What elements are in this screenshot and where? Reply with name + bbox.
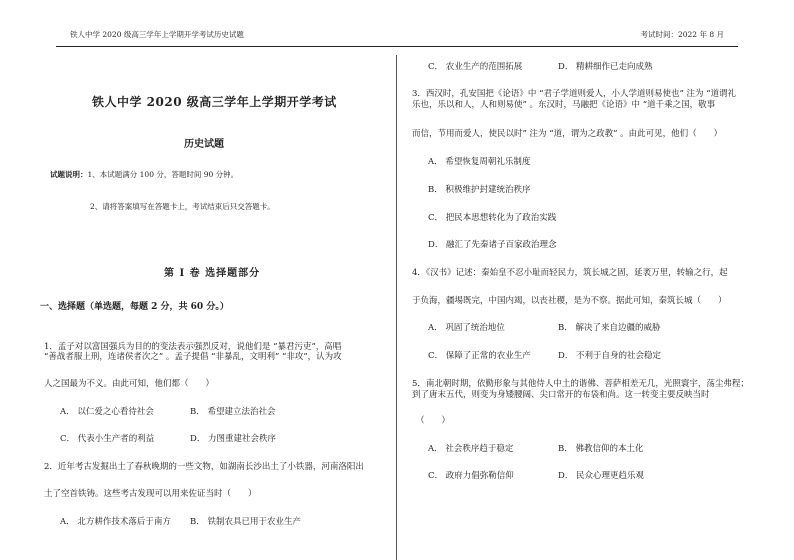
q2-option-d[interactable]: D． 精耕细作已走向成熟 xyxy=(558,62,653,72)
q5-line-2: 到了唐末五代，则变为身矮腰阔、尖口常开的布袋和尚。这一转变主要反映当时 xyxy=(412,390,710,400)
q3-line-2: 乐也，乐以和人，人和则易使” 。东汉时，马融把《论语》中 “道千乘之国，敬事 xyxy=(412,100,716,110)
q2-line-1: 2．近年考古发掘出土了春秋晚期的一些文物，如湖南长沙出土了小铁器，河南洛阳出 xyxy=(44,462,364,472)
q2-option-c[interactable]: C． 农业生产的范围拓展 xyxy=(428,62,523,72)
column-divider xyxy=(396,55,397,560)
q5-option-a[interactable]: A． 社会秩序趋于稳定 xyxy=(428,444,514,454)
instructions-label: 试题说明： xyxy=(50,170,88,179)
q2-option-a[interactable]: A． 北方耕作技术落后于南方 xyxy=(60,517,171,527)
q1-option-a[interactable]: A． 以仁爱之心看待社会 xyxy=(60,407,154,417)
q3-line-1: 3．西汉时，孔安国把《论语》中 “君子学道则爱人，小人学道则易使也” 注为 “道谓礼 xyxy=(412,89,737,99)
q2-line-2: 土了空首铁铸。这些考古发现可以用来佐证当时（ ） xyxy=(44,489,257,499)
q5-line-1: 5．南北朝时期，依勤形象与其他侍人中土的谐佛、菩萨相差无几，光照寰宇，荡尘弗程； xyxy=(412,379,749,389)
q3-option-c[interactable]: C． 把民本思想转化为了政治实践 xyxy=(428,213,557,223)
q2-option-b[interactable]: B． 铁制农具已用于农业生产 xyxy=(190,517,301,527)
q4-line-2: 于负海，疆埸既完，中国内竭，以丧社稷，是为不察。据此可知，秦筑长城（ ） xyxy=(412,296,727,306)
q1-option-b[interactable]: B． 希望建立法治社会 xyxy=(190,407,276,417)
q5-option-c[interactable]: C． 政府力倡弥勒信仰 xyxy=(428,471,514,481)
q3-option-a[interactable]: A． 希望恢复周朝礼乐制度 xyxy=(428,157,531,167)
q5-option-d[interactable]: D． 民众心理更趋乐观 xyxy=(558,471,645,481)
instructions-2: 2、请将答案填写在答题卡上，考试结束后只交答题卡。 xyxy=(90,202,275,211)
instructions-1 xyxy=(50,169,238,180)
q1-line-2: “善战者服上刑，连诸侯者次之” 。孟子提倡 “非暴乱，文明利” “非攻”，认为攻 xyxy=(44,352,342,362)
header-right: 考试时间：2022 年 8 月 xyxy=(640,30,724,39)
q3-option-d[interactable]: D． 融汇了先秦诸子百家政治理念 xyxy=(428,240,557,250)
q4-option-a[interactable]: A． 巩固了统治地位 xyxy=(428,323,505,333)
section-heading: 一、选择题（单选题，每题 2 分，共 60 分。） xyxy=(40,302,229,312)
q4-option-b[interactable]: B． 解决了来自边疆的威胁 xyxy=(558,323,661,333)
paper-title: 铁人中学 2020 级高三学年上学期开学考试 xyxy=(92,95,337,109)
q3-line-3: 而信，节用而爱人，使民以时” 注为 “道，谓为之政教” 。由此可见，他们（ ） xyxy=(412,129,723,139)
q1-line-1: 1．孟子对以富国强兵为目的的变法表示强烈反对，说他们是 “暴君污吏”，高唱 xyxy=(44,342,342,352)
q1-option-d[interactable]: D． 力图重建社会秩序 xyxy=(190,434,277,444)
header-divider xyxy=(56,46,738,47)
q5-line-3: （ ） xyxy=(416,416,451,426)
q3-option-b[interactable]: B． 积极维护封建统治秩序 xyxy=(428,185,531,195)
q1-line-3: 人之国最为不义。由此可知，他们都（ ） xyxy=(44,379,215,389)
q4-option-d[interactable]: D． 不利于自身的社会稳定 xyxy=(558,351,662,361)
q1-option-c[interactable]: C． 代表小生产者的利益 xyxy=(60,434,155,444)
instructions-text-1: 1、本试题满分 100 分，答题时间 90 分钟。 xyxy=(87,170,239,179)
header-left: 铁人中学 2020 级高三学年上学期开学考试历史试题 xyxy=(70,30,244,39)
q4-line-1: 4．《汉书》记述：秦始皇不忍小耻而轻民力，筑长城之固，延袤万里，转输之行，起 xyxy=(412,268,728,278)
q5-option-b[interactable]: B． 佛教信仰的本土化 xyxy=(558,444,644,454)
paper-subtitle: 历史试题 xyxy=(184,139,224,150)
part-heading: 第 I 卷 选择题部分 xyxy=(164,268,261,279)
q4-option-c[interactable]: C． 保障了正常的农业生产 xyxy=(428,351,531,361)
